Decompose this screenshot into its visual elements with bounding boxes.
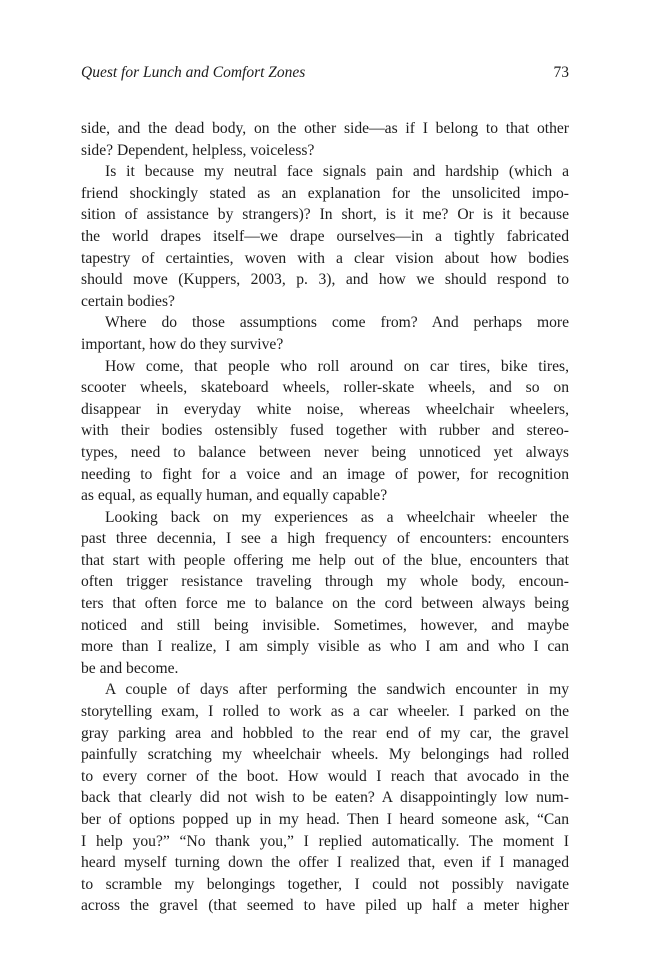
body-text xyxy=(81,118,569,917)
text-line: heard myself turning down the offer I realized that, even if I managed xyxy=(81,854,569,872)
text-line: tapestry of certainties, woven with a clear vision about how bodies xyxy=(81,249,569,267)
text-line: to scramble my belongings together, I could not possibly navigate xyxy=(81,875,569,893)
text-line: Looking back on my experiences as a wheelchair wheeler the xyxy=(105,508,569,526)
text-line: disappear in everyday white noise, whereas wheelchair wheelers, xyxy=(81,400,569,418)
text-line: past three decennia, I see a high frequency of encounters: encounters xyxy=(81,530,569,548)
text-line: across the gravel (that seemed to have piled up half a meter higher xyxy=(81,897,569,915)
text-line: be and become. xyxy=(81,659,179,677)
text-line: painfully scratching my wheelchair wheels. My belongings had rolled xyxy=(81,746,569,764)
text-line: ber of options popped up in my head. Then I heard someone ask, “Can xyxy=(81,811,569,828)
text-line: important, how do they survive? xyxy=(81,335,284,353)
text-line: needing to fight for a voice and an image of power, for recognition xyxy=(81,465,569,483)
text-line: gray parking area and hobbled to the rear end of my car, the gravel xyxy=(81,724,569,742)
text-line: Where do those assumptions come from? And perhaps more xyxy=(105,314,569,332)
text-line: should move (Kuppers, 2003, p. 3), and how we should respond to xyxy=(81,271,569,289)
text-line: to every corner of the boot. How would I reach that avocado in the xyxy=(81,767,569,785)
text-line: with their bodies ostensibly fused together with rubber and stereo- xyxy=(81,422,569,440)
text-line: friend shockingly stated as an explanation for the unsolicited impo- xyxy=(81,184,569,202)
text-line: that start with people offering me help out of the blue, encounters that xyxy=(81,551,569,569)
text-line: more than I realize, I am simply visible as who I am and who I can xyxy=(81,638,569,656)
text-line: noticed and still being invisible. Sometimes, however, and maybe xyxy=(81,616,569,634)
text-line: back that clearly did not wish to be eaten? A disappointingly low num- xyxy=(81,789,569,807)
text-line: the world drapes itself—we drape ourselves—in a tightly fabricated xyxy=(81,227,569,245)
text-line: types, need to balance between never being unnoticed yet always xyxy=(81,443,569,461)
text-line: I help you?” “No thank you,” I replied automatically. The moment I xyxy=(81,832,569,850)
text-line: Is it because my neutral face signals pain and hardship (which a xyxy=(105,163,569,181)
text-line: storytelling exam, I rolled to work as a car wheeler. I parked on the xyxy=(81,703,569,721)
text-line: side, and the dead body, on the other side—as if I belong to that other xyxy=(81,120,569,137)
text-line: often trigger resistance traveling through my whole body, encoun- xyxy=(81,573,569,591)
page-number: 73 xyxy=(553,64,569,81)
text-line: A couple of days after performing the sandwich encounter in my xyxy=(105,681,569,699)
text-line: as equal, as equally human, and equally capable? xyxy=(81,487,388,505)
text-line: scooter wheels, skateboard wheels, roller-skate wheels, and so on xyxy=(81,379,569,397)
running-title: Quest for Lunch and Comfort Zones xyxy=(81,64,306,81)
text-line: sition of assistance by strangers)? In short, is it me? Or is it because xyxy=(81,206,569,224)
text-line: certain bodies? xyxy=(81,292,175,310)
text-line: ters that often force me to balance on the cord between always being xyxy=(81,595,569,613)
text-line: How come, that people who roll around on car tires, bike tires, xyxy=(105,357,569,375)
running-head xyxy=(81,62,569,84)
text-line: side? Dependent, helpless, voiceless? xyxy=(81,141,315,159)
